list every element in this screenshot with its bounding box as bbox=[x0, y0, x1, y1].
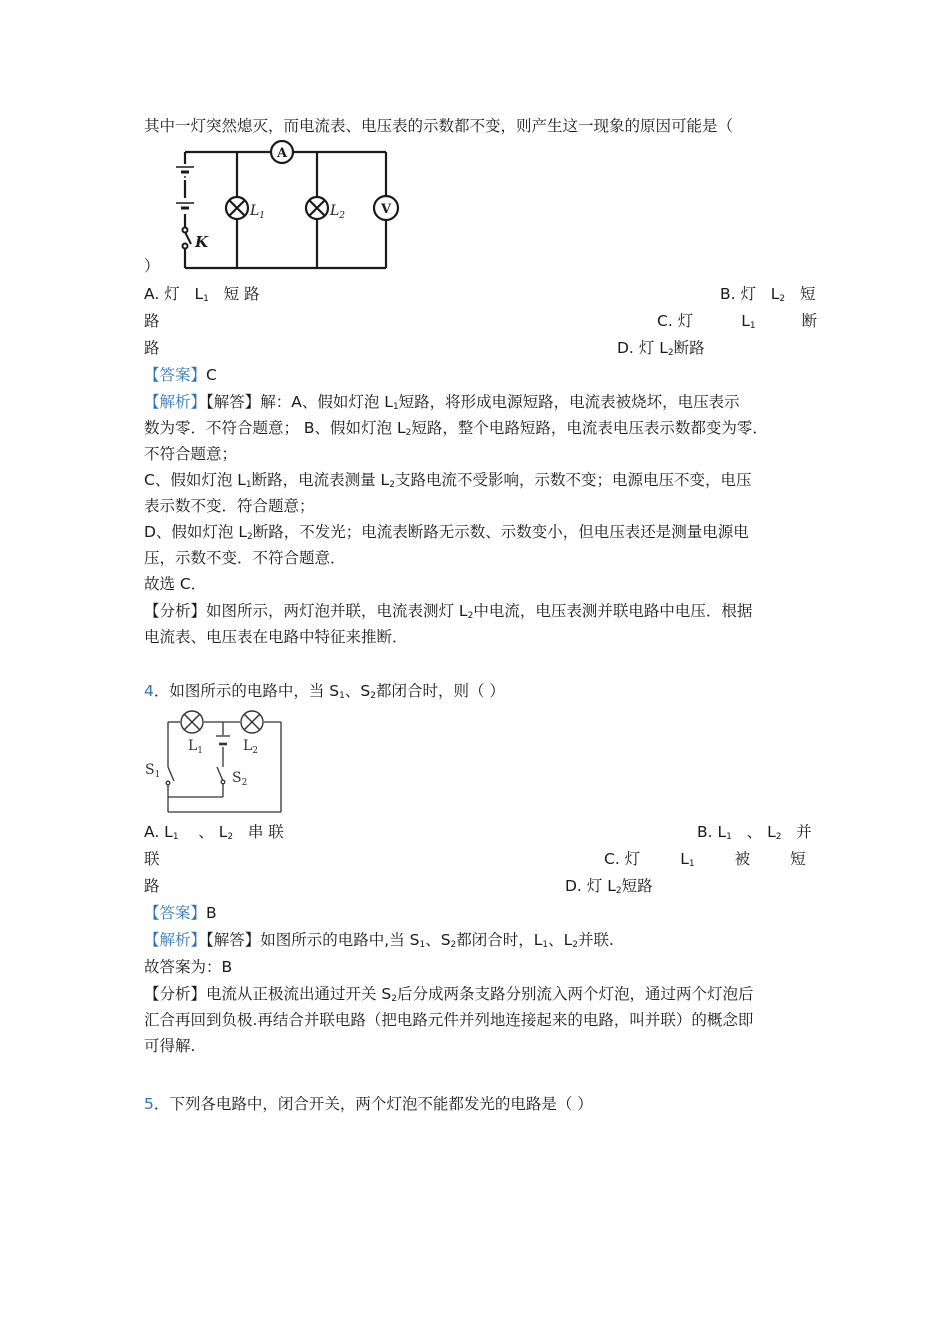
q3-option-c: C. 灯 $L_1$ 断 bbox=[657, 312, 818, 331]
q3-analysis-1: 【解析】【解答】解：A、假如灯泡 $L_1$短路，将形成电源短路，电流表被烧坏，电压表示 bbox=[144, 393, 740, 412]
lamp-l2-icon bbox=[306, 197, 328, 219]
lamp-l2-icon bbox=[241, 711, 263, 733]
battery-icon bbox=[176, 167, 194, 208]
switch-k-icon bbox=[183, 228, 192, 249]
q4-analysis-1: 【解析】【解答】如图所示的电路中,当 $S_1$、$S_2$都闭合时，$L_1$、$L_2$并联. bbox=[144, 931, 614, 950]
q4-answer: 【答案】B bbox=[144, 904, 217, 922]
ammeter-label: A bbox=[276, 146, 288, 161]
q3-option-b-wrap: 路 bbox=[144, 312, 160, 330]
q3-analysis-8: 故选 C． bbox=[144, 575, 207, 593]
battery-icon bbox=[216, 736, 230, 744]
q3-answer: 【答案】C bbox=[144, 366, 217, 384]
q3-analysis-9: 【分析】如图所示，两灯泡并联，电流表测灯 $L_2$中电流，电压表测并联电路中电压．根据 bbox=[144, 602, 753, 621]
q4-analysis-5: 可得解. bbox=[144, 1037, 196, 1055]
q3-stem-close: ） bbox=[144, 257, 160, 275]
q4-option-c: C. 灯 $L_1$ 被 短 bbox=[604, 850, 806, 869]
label-l1: $L_1$ bbox=[250, 203, 266, 221]
ammeter-icon bbox=[271, 141, 293, 163]
lamp-l1-icon bbox=[181, 711, 203, 733]
q3-analysis-7: 压，示数不变．不符合题意． bbox=[144, 549, 346, 567]
q3-option-c-wrap: 路 bbox=[144, 339, 160, 357]
q3-circuit-diagram bbox=[160, 140, 400, 278]
q4-option-c-wrap: 路 bbox=[144, 877, 160, 895]
q4-option-b-wrap: 联 bbox=[144, 850, 160, 868]
q3-analysis-4: C、假如灯泡 $L_1$断路，电流表测量 $L_2$支路电流不受影响，示数不变；电源电压不变，电压 bbox=[144, 471, 752, 490]
q3-analysis-5: 表示数不变．符合题意； bbox=[144, 497, 315, 515]
q4-option-b: B. $L_1$ 、 $L_2$ 并 bbox=[697, 823, 812, 842]
voltmeter-icon bbox=[374, 196, 398, 220]
q4-analysis-2: 故答案为：B bbox=[144, 958, 233, 976]
label-s2: $S_2$ bbox=[232, 770, 248, 788]
q3-stem: 其中一灯突然熄灭，而电流表、电压表的示数都不变，则产生这一现象的原因可能是（ bbox=[144, 117, 734, 135]
q3-analysis-3: 不符合题意； bbox=[144, 445, 238, 463]
q3-option-d: D. 灯 $L_2$断路 bbox=[617, 339, 705, 358]
q4-option-a: A. $L_1$ 、 $L_2$ 串 联 bbox=[144, 823, 284, 842]
switch-s1-icon bbox=[166, 767, 174, 785]
q4-option-d: D. 灯 $L_2$短路 bbox=[565, 877, 653, 896]
q4-circuit-diagram bbox=[140, 705, 290, 815]
label-l1: $L_1$ bbox=[188, 738, 204, 756]
q5-stem: 5．下列各电路中，闭合开关，两个灯泡不能都发光的电路是（ ） bbox=[144, 1095, 593, 1113]
label-k: K bbox=[195, 233, 209, 251]
switch-s2-icon bbox=[217, 767, 225, 784]
q3-option-b: B. 灯 $L_2$ 短 bbox=[720, 285, 816, 304]
q4-stem: 4．如图所示的电路中，当 $S_1$、$S_2$都闭合时，则（ ） bbox=[144, 682, 505, 701]
q3-analysis-6: D、假如灯泡 $L_2$断路，不发光；电流表断路无示数、示数变小，但电压表还是测量电源电 bbox=[144, 523, 749, 542]
label-l2: $L_2$ bbox=[243, 738, 259, 756]
q3-analysis-10: 电流表、电压表在电路中特征来推断． bbox=[144, 628, 408, 646]
label-s1: $S_1$ bbox=[145, 762, 161, 780]
lamp-l1-icon bbox=[226, 197, 248, 219]
q4-analysis-3: 【分析】电流从正极流出通过开关 $S_2$后分成两条支路分别流入两个灯泡，通过两个灯泡后 bbox=[144, 985, 754, 1004]
q3-analysis-2: 数为零．不符合题意； B、假如灯泡 $L_2$短路，整个电路短路，电流表电压表示数都变为零． bbox=[144, 419, 768, 438]
label-l2: $L_2$ bbox=[330, 203, 346, 221]
q3-option-a: A. 灯 $L_1$ 短 路 bbox=[144, 285, 260, 304]
voltmeter-label: V bbox=[380, 202, 392, 217]
q4-analysis-4: 汇合再回到负极.再结合并联电路（把电路元件并列地连接起来的电路，叫并联）的概念即 bbox=[144, 1011, 754, 1029]
